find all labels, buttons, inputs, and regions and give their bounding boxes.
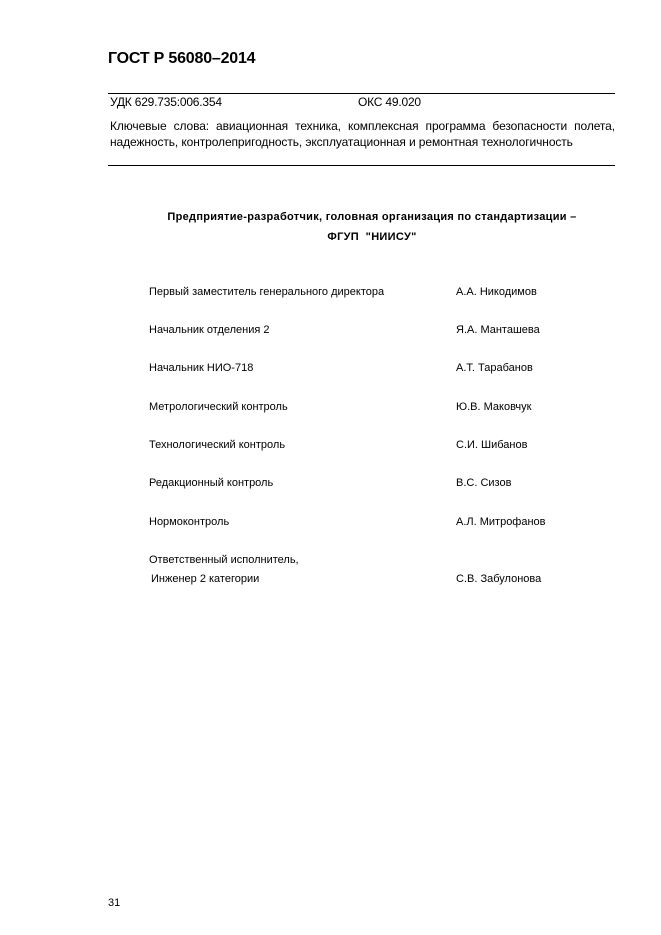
staff-role: Нормоконтроль (149, 516, 230, 528)
staff-name: А.А. Никодимов (456, 286, 537, 298)
responsible-role-line-2: Инженер 2 категории (151, 573, 260, 585)
udk-code: УДК 629.735:006.354 (110, 95, 222, 109)
staff-name: С.И. Шибанов (456, 439, 528, 451)
staff-name: Я.А. Манташева (456, 324, 540, 336)
standard-title: ГОСТ Р 56080–2014 (108, 50, 256, 67)
staff-role: Метрологический контроль (149, 401, 288, 413)
bottom-rule (108, 165, 615, 166)
staff-role: Начальник отделения 2 (149, 324, 270, 336)
staff-role: Редакционный контроль (149, 477, 274, 489)
staff-name: А.Л. Митрофанов (456, 516, 546, 528)
keywords-paragraph: Ключевые слова: авиационная техника, комплексная программа безопасности полета, надежность, контролепригодность, эксплуатационная и ремонтная технологичность (110, 119, 615, 149)
page-number: 31 (108, 897, 121, 909)
oks-code: ОКС 49.020 (358, 95, 421, 109)
staff-name: А.Т. Тарабанов (456, 362, 533, 374)
staff-role: Технологический контроль (149, 439, 286, 451)
developer-line-1: Предприятие-разработчик, головная организация по стандартизации – (167, 211, 577, 223)
responsible-role-line-1: Ответственный исполнитель, (149, 554, 299, 566)
staff-role: Начальник НИО-718 (149, 362, 254, 374)
staff-role: Первый заместитель генерального директора (149, 286, 385, 298)
developer-line-2: ФГУП "НИИСУ" (327, 231, 417, 243)
top-rule (108, 93, 615, 94)
staff-name: Ю.В. Маковчук (456, 401, 532, 413)
developer-organization (130, 207, 614, 247)
staff-name: В.С. Сизов (456, 477, 512, 489)
responsible-name: С.В. Забулонова (456, 573, 542, 585)
